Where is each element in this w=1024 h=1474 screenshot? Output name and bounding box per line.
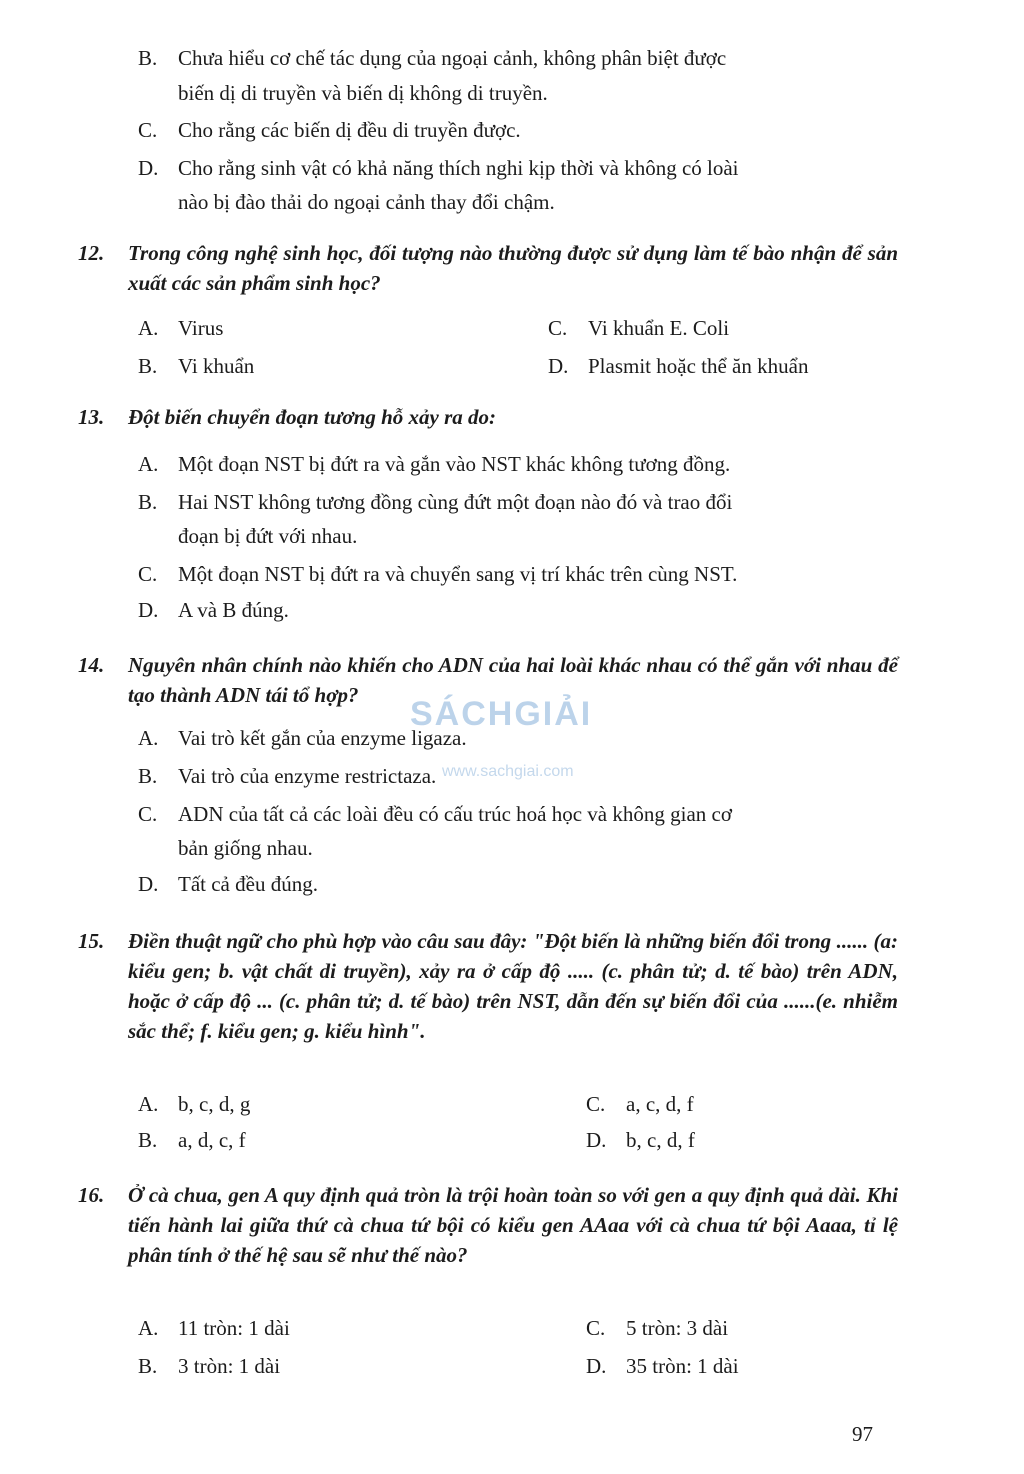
option-text: Cho rằng sinh vật có khả năng thích nghi kịp thời và không có loài: [178, 156, 739, 180]
q13-option-d: [138, 594, 289, 627]
q15-option-a: [138, 1088, 250, 1121]
q14-option-c-continuation: bản giống nhau.: [178, 836, 313, 860]
option-text: Vi khuẩn: [178, 354, 255, 378]
q12-option-a: [138, 312, 223, 345]
option-text: Chưa hiểu cơ chế tác dụng của ngoại cảnh, không phân biệt được: [178, 46, 727, 70]
option-text: Plasmit hoặc thể ăn khuẩn: [588, 354, 809, 378]
option-label: B.: [138, 46, 158, 70]
q16-option-a: [138, 1312, 290, 1345]
q11-option-d: [138, 152, 739, 185]
q14-option-b: [138, 760, 436, 793]
question-13: [78, 402, 898, 432]
option-label: B.: [138, 1128, 158, 1152]
option-text: Tất cả đều đúng.: [178, 872, 318, 896]
option-label: C.: [586, 1092, 606, 1116]
question-number: 13.: [78, 405, 105, 429]
q13-option-c: [138, 558, 737, 591]
option-label: C.: [138, 118, 158, 142]
option-label: A.: [138, 452, 159, 476]
option-label: C.: [138, 562, 158, 586]
q13-option-b: [138, 486, 732, 519]
watermark-url: www.sachgiai.com: [442, 763, 574, 780]
question-text: Trong công nghệ sinh học, đối tượng nào thường được sử dụng làm tế bào nhận để sản xuất các sản phẩm sinh học?: [128, 241, 898, 295]
q16-option-b: [138, 1350, 280, 1383]
option-label: D.: [586, 1354, 607, 1378]
question-number: 16.: [78, 1183, 105, 1207]
option-text: a, d, c, f: [178, 1128, 246, 1152]
option-label: B.: [138, 354, 158, 378]
q16-option-c: [586, 1312, 728, 1345]
option-label: A.: [138, 316, 159, 340]
question-15: [78, 926, 898, 1046]
q12-option-b: [138, 350, 254, 383]
option-text: a, c, d, f: [626, 1092, 694, 1116]
option-label: B.: [138, 764, 158, 788]
option-label: C.: [548, 316, 568, 340]
option-text: Vai trò của enzyme restrictaza.: [178, 764, 437, 788]
question-text: Nguyên nhân chính nào khiến cho ADN của hai loài khác nhau có thể gắn với nhau để tạo thành ADN tái tổ hợp?: [128, 653, 898, 707]
watermark-logo: SÁCHGIẢI: [410, 695, 593, 733]
q11-option-c: [138, 114, 521, 147]
option-label: A.: [138, 726, 159, 750]
option-text: b, c, d, f: [626, 1128, 695, 1152]
option-text: Hai NST không tương đồng cùng đứt một đoạn nào đó và trao đổi: [178, 490, 733, 514]
option-text: Cho rằng các biến dị đều di truyền được.: [178, 118, 521, 142]
option-text: b, c, d, g: [178, 1092, 251, 1116]
option-text: 3 tròn: 1 dài: [178, 1354, 281, 1378]
option-label: A.: [138, 1092, 159, 1116]
option-label: D.: [548, 354, 569, 378]
q12-option-d: [548, 350, 808, 383]
question-text: Đột biến chuyển đoạn tương hỗ xảy ra do:: [128, 405, 497, 429]
option-text: Virus: [178, 316, 224, 340]
option-text: Vi khuẩn E. Coli: [588, 316, 730, 340]
option-label: D.: [138, 598, 159, 622]
q11-option-d-continuation: nào bị đào thải do ngoại cảnh thay đổi chậm.: [178, 190, 555, 214]
q14-option-d: [138, 868, 318, 901]
question-text: Ở cà chua, gen A quy định quả tròn là trội hoàn toàn so với gen a quy định quả dài. Khi tiến hành lai giữa thứ cà chua tứ bội có kiểu gen AAaa với cà chua tứ bội Aaaa, tỉ lệ phân tính ở thế hệ sau sẽ như thế nào?: [128, 1183, 898, 1267]
q11-option-b-continuation: biến dị di truyền và biến dị không di truyền.: [178, 81, 548, 105]
option-text: 11 tròn: 1 dài: [178, 1316, 290, 1340]
question-text: Điền thuật ngữ cho phù hợp vào câu sau đây: "Đột biến là những biến đổi trong ...... (a: kiểu gen; b. vật chất di truyền), xảy ra ở cấp độ ..... (c. phân tử; d. tế bào) trên ADN, hoặc ở cấp độ ... (c. phân tử; d. tế bào) trên NST, dẫn đến sự biến đổi của ......(e. nhiễm sắc thể; f. kiểu gen; g. kiểu hình".: [128, 929, 898, 1043]
q13-option-a: [138, 448, 730, 481]
option-label: D.: [138, 872, 159, 896]
q15-option-b: [138, 1124, 246, 1157]
q12-option-c: [548, 312, 729, 345]
question-16: [78, 1180, 898, 1270]
page-number: 97: [852, 1422, 873, 1446]
question-number: 14.: [78, 653, 105, 677]
question-number: 15.: [78, 929, 105, 953]
q11-option-b: [138, 42, 726, 75]
option-label: D.: [138, 156, 159, 180]
q15-option-c: [586, 1088, 694, 1121]
option-text: Một đoạn NST bị đứt ra và gắn vào NST khác không tương đồng.: [178, 452, 731, 476]
option-label: C.: [586, 1316, 606, 1340]
q14-option-c: [138, 798, 732, 831]
option-text: 35 tròn: 1 dài: [626, 1354, 739, 1378]
option-label: B.: [138, 490, 158, 514]
q13-option-b-continuation: đoạn bị đứt với nhau.: [178, 524, 358, 548]
q16-option-d: [586, 1350, 739, 1383]
option-text: 5 tròn: 3 dài: [626, 1316, 729, 1340]
option-label: C.: [138, 802, 158, 826]
option-text: A và B đúng.: [178, 598, 289, 622]
option-text: Vai trò kết gắn của enzyme ligaza.: [178, 726, 467, 750]
option-text: Một đoạn NST bị đứt ra và chuyển sang vị trí khác trên cùng NST.: [178, 562, 738, 586]
question-12: [78, 238, 898, 298]
option-text: ADN của tất cả các loài đều có cấu trúc hoá học và không gian cơ: [178, 802, 732, 826]
option-label: B.: [138, 1354, 158, 1378]
q15-option-d: [586, 1124, 695, 1157]
option-label: A.: [138, 1316, 159, 1340]
question-number: 12.: [78, 241, 105, 265]
option-label: D.: [586, 1128, 607, 1152]
